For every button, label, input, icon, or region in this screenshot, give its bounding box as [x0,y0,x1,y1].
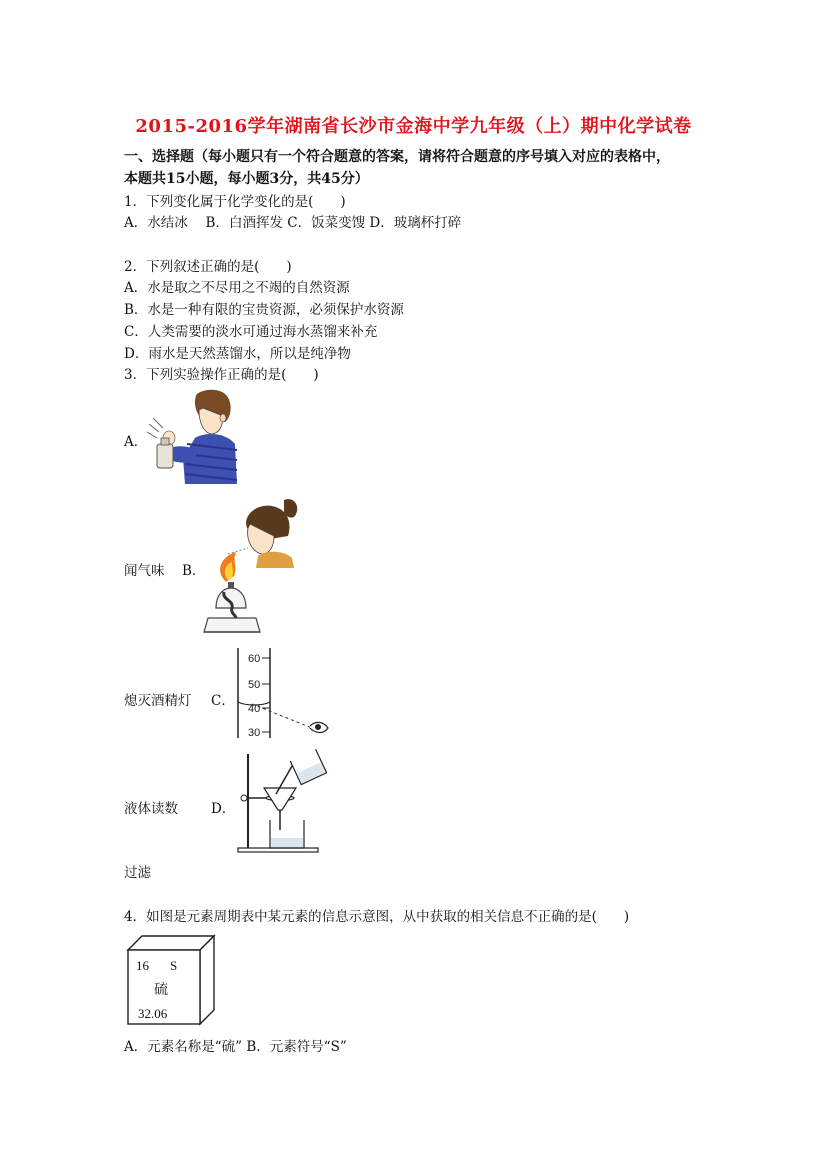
q1-options: A．水结冰 B．白酒挥发 C．饭菜变馊 D．玻璃杯打碎 [124,215,462,231]
smelling-illustration [145,388,240,484]
q2-option-c: C．人类需要的淡水可通过海水蒸馏来补充 [124,324,378,340]
cylinder-reading-illustration [232,648,332,740]
element-symbol: S [170,958,178,973]
q3-label-d: D． [211,801,236,817]
q3-stem: 3．下列实验操作正确的是( ) [124,367,319,383]
section-heading: 一、选择题（每小题只有一个符合题意的答案，请将符合题意的序号填入对应的表格中， [124,149,670,165]
q4-options: A．元素名称是“硫” B．元素符号“S” [124,1039,347,1055]
q1-stem: 1．下列变化属于化学变化的是( ) [124,194,346,210]
section-heading-cont: 本题共15小题，每小题3分，共45分） [124,171,369,187]
atomic-mass: 32.06 [138,1006,168,1021]
element-card [124,934,218,1026]
q3-caption-d: 过滤 [124,865,151,881]
page-title: 2015-2016学年湖南省长沙市金海中学九年级（上）期中化学试卷 [135,116,692,137]
tick-30: 30 [248,727,261,739]
tick-50: 50 [248,679,261,691]
q2-stem: 2．下列叙述正确的是( ) [124,259,292,275]
atomic-number: 16 [136,958,149,973]
q2-option-a: A．水是取之不尽用之不竭的自然资源 [124,280,350,296]
alcohol-lamp-illustration [204,496,304,638]
element-name: 硫 [154,982,168,998]
q3-caption-c: 液体读数 [124,801,178,817]
q2-option-d: D．雨水是天然蒸馏水，所以是纯净物 [124,346,351,362]
q3-label-c: C． [211,693,235,709]
q4-stem: 4．如图是元素周期表中某元素的信息示意图，从中获取的相关信息不正确的是( ) [124,909,630,925]
filtration-illustration [226,750,330,854]
q2-option-b: B．水是一种有限的宝贵资源，必须保护水资源 [124,302,404,318]
q3-label-a: A． [124,434,148,450]
q3-label-b: B． [182,563,206,579]
tick-60: 60 [248,653,261,665]
q3-caption-b: 熄灭酒精灯 [124,693,192,709]
q3-caption-a: 闻气味 [124,563,165,579]
tick-40: 40 [248,703,261,715]
